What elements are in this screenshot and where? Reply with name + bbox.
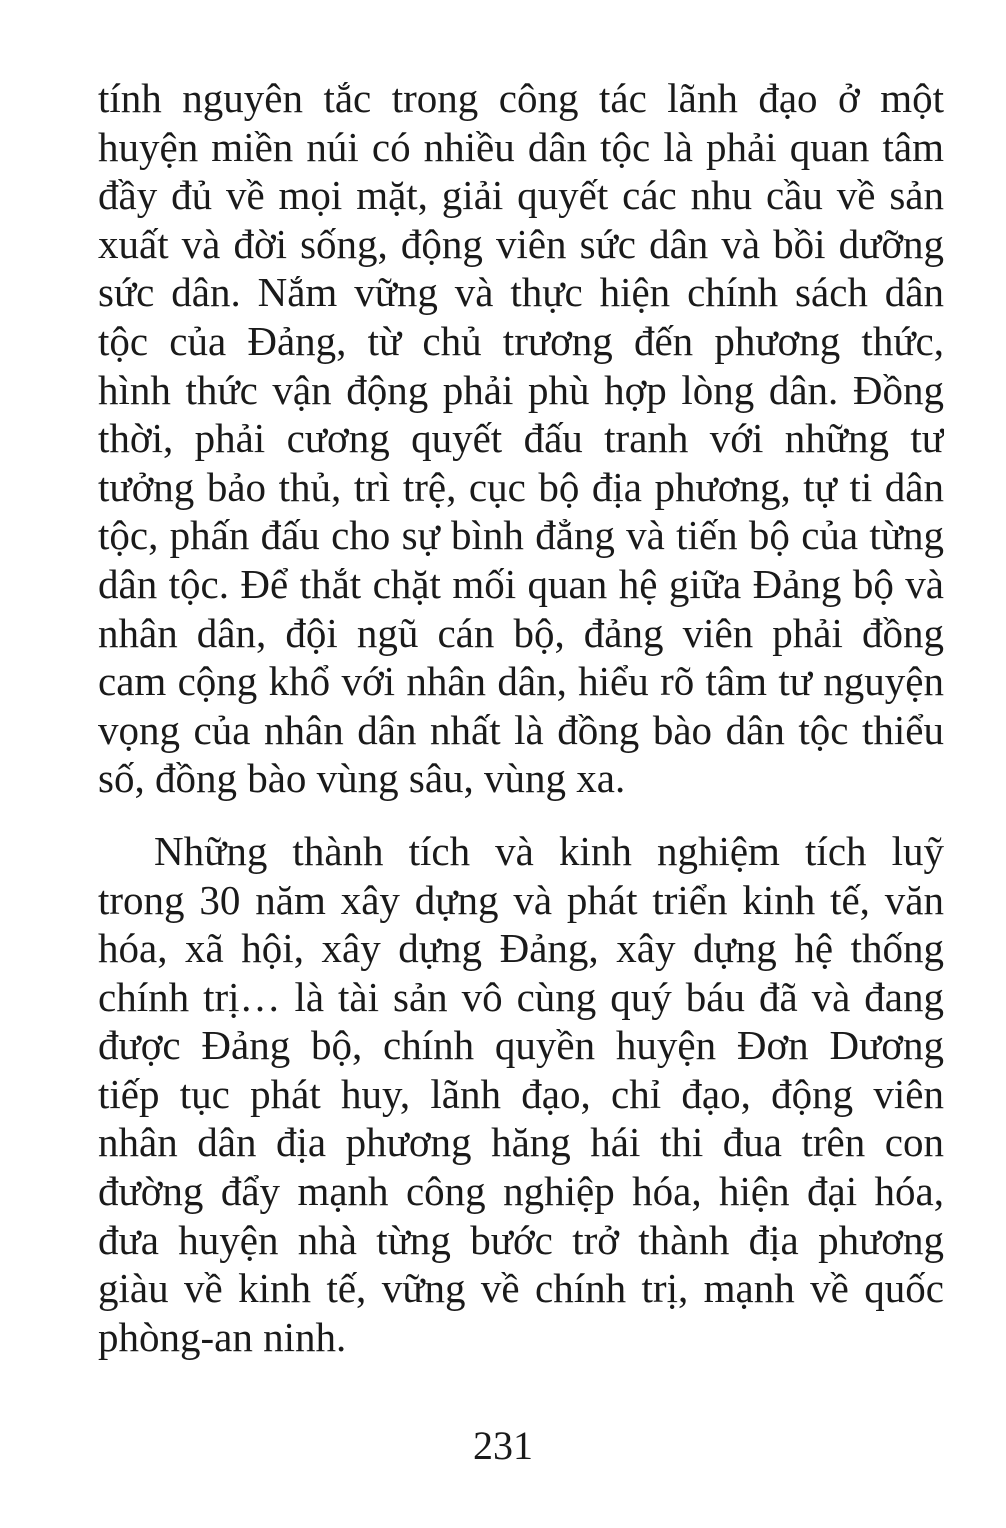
paragraph-1 bbox=[98, 74, 944, 803]
body-text bbox=[98, 74, 944, 1361]
text-line: chính trị… là tài sản vô cùng quý báu đã và đang bbox=[98, 973, 944, 1020]
page-number: 231 bbox=[473, 1423, 533, 1468]
text-line: tưởng bảo thủ, trì trệ, cục bộ địa phương, tự ti dân bbox=[98, 463, 944, 510]
text-line: trong 30 năm xây dựng và phát triển kinh tế, văn bbox=[98, 876, 944, 923]
text-line: cam cộng khổ với nhân dân, hiểu rõ tâm tư nguyện bbox=[98, 658, 944, 705]
text-line: tộc của Đảng, từ chủ trương đến phương thức, bbox=[98, 317, 944, 364]
text-line: dân tộc. Để thắt chặt mối quan hệ giữa Đảng bộ và bbox=[98, 560, 944, 607]
text-line: sức dân. Nắm vững và thực hiện chính sách dân bbox=[98, 269, 944, 316]
text-line: huyện miền núi có nhiều dân tộc là phải quan tâm bbox=[98, 123, 944, 170]
text-line: nhân dân, đội ngũ cán bộ, đảng viên phải đồng bbox=[98, 609, 944, 656]
text-line: xuất và đời sống, động viên sức dân và bồi dưỡng bbox=[98, 220, 944, 267]
text-line: tộc, phấn đấu cho sự bình đẳng và tiến bộ của từng bbox=[98, 512, 944, 559]
text-line: thời, phải cương quyết đấu tranh với những tư bbox=[98, 415, 944, 462]
text-line: giàu về kinh tế, vững về chính trị, mạnh về quốc bbox=[98, 1265, 944, 1312]
text-line: Những thành tích và kinh nghiệm tích luỹ bbox=[154, 827, 944, 874]
text-line: số, đồng bào vùng sâu, vùng xa. bbox=[98, 755, 626, 802]
text-line: phòng-an ninh. bbox=[98, 1313, 347, 1360]
text-line: đầy đủ về mọi mặt, giải quyết các nhu cầu về sản bbox=[98, 172, 944, 219]
text-line: tiếp tục phát huy, lãnh đạo, chỉ đạo, động viên bbox=[98, 1070, 944, 1117]
text-line: vọng của nhân dân nhất là đồng bào dân tộc thiểu bbox=[98, 706, 944, 753]
text-line: đường đẩy mạnh công nghiệp hóa, hiện đại hóa, bbox=[98, 1168, 944, 1215]
text-line: đưa huyện nhà từng bước trở thành địa phương bbox=[98, 1216, 944, 1263]
text-line: tính nguyên tắc trong công tác lãnh đạo ở một bbox=[98, 75, 944, 121]
paragraph-2 bbox=[98, 827, 944, 1362]
text-line: nhân dân địa phương hăng hái thi đua trên con bbox=[98, 1119, 944, 1166]
text-line: hóa, xã hội, xây dựng Đảng, xây dựng hệ thống bbox=[98, 925, 944, 972]
text-line: hình thức vận động phải phù hợp lòng dân. Đồng bbox=[98, 366, 944, 413]
text-line: được Đảng bộ, chính quyền huyện Đơn Dương bbox=[98, 1022, 944, 1069]
